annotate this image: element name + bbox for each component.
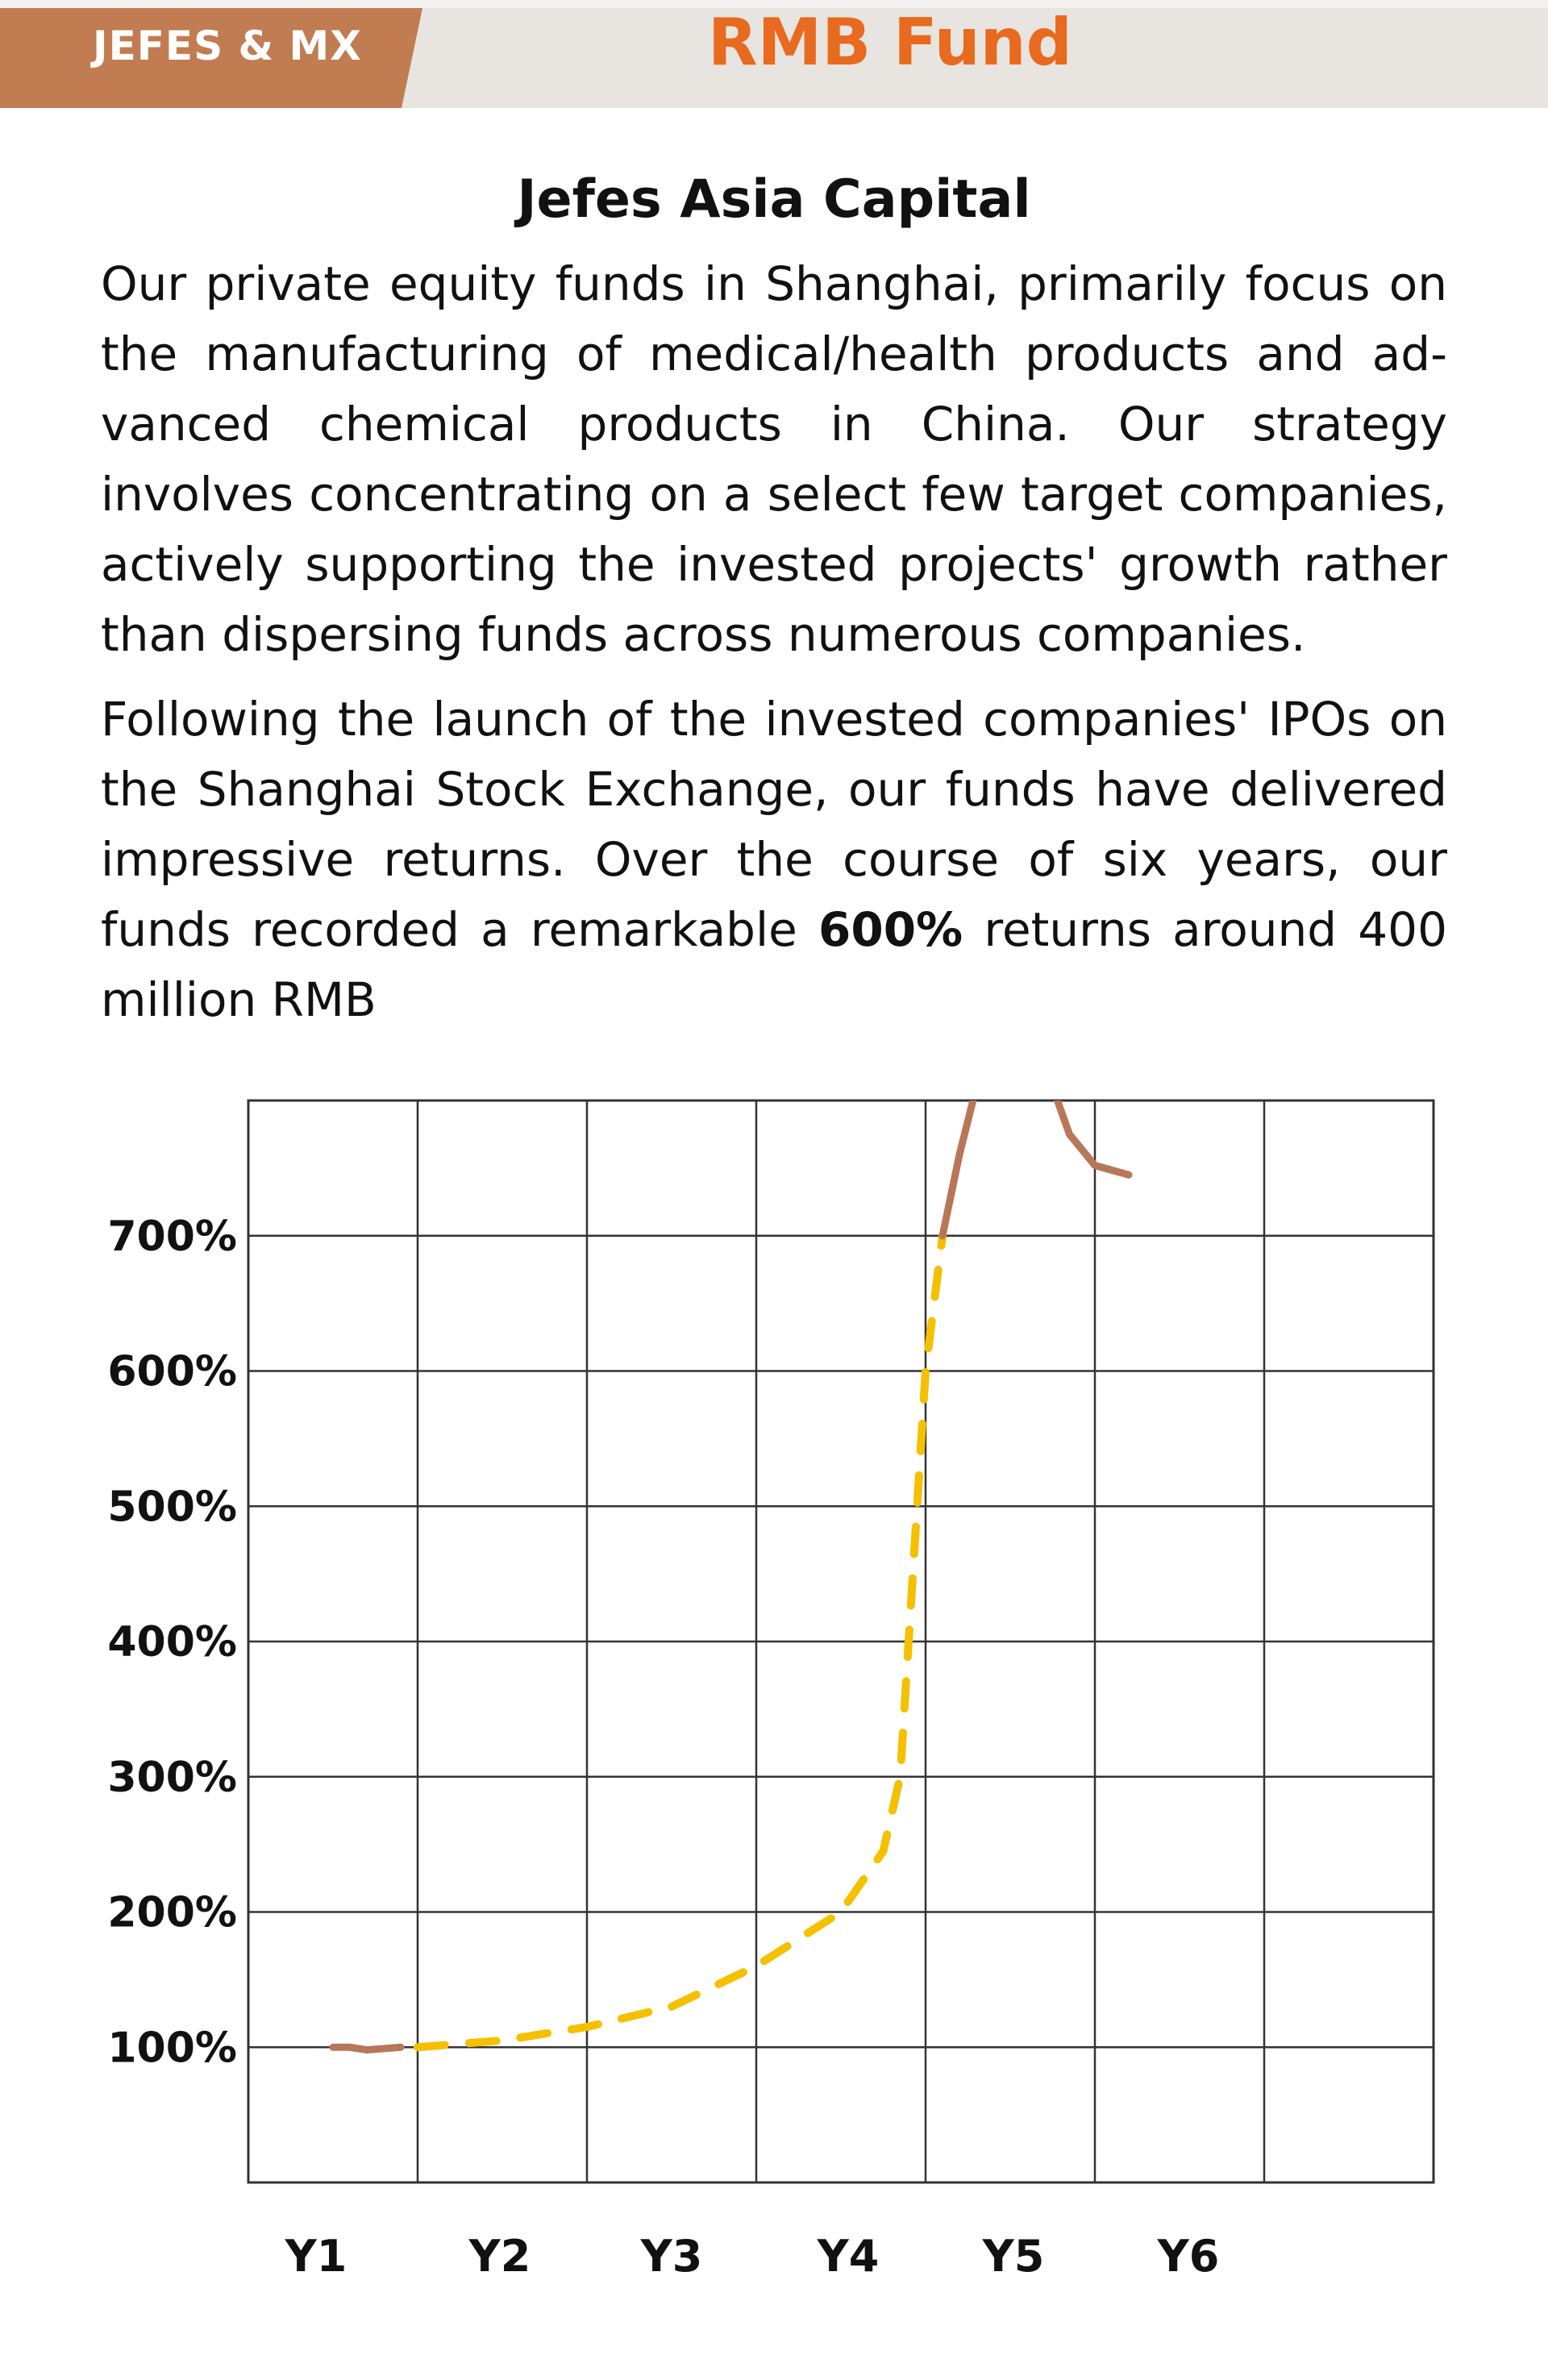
paragraph-returns-tail: returns around 400 million RMB — [101, 902, 1447, 1027]
brand-label: JEFES & MX — [93, 23, 362, 69]
paragraph-returns — [101, 684, 1447, 1035]
y-tick-label: 600% — [107, 1347, 237, 1396]
x-tick-label: Y6 — [1157, 2231, 1220, 2282]
chart-grid — [248, 1101, 1434, 2182]
y-axis-ticks — [107, 1213, 237, 2073]
returns-highlight: 600% — [818, 902, 963, 957]
paragraph-strategy: Our private equity funds in Shanghai, primarily focus on the manufacturing of medical/health products and advanced chemical products in China. Our strategy involves concentrating on a select few target companies, actively supporting the invested projects' growth rather than dispersing funds across numerous companies. — [101, 256, 1447, 662]
x-tick-label: Y5 — [982, 2231, 1045, 2282]
y-tick-label: 300% — [107, 1753, 237, 1802]
x-tick-label: Y3 — [640, 2231, 703, 2282]
y-tick-label: 100% — [107, 2024, 237, 2073]
x-tick-label: Y1 — [285, 2231, 347, 2282]
y-tick-label: 400% — [107, 1618, 237, 1666]
y-tick-label: 500% — [107, 1483, 237, 1532]
article-heading: Jefes Asia Capital — [517, 169, 1031, 230]
x-axis-ticks — [285, 2231, 1220, 2282]
series-line-solid — [333, 2047, 401, 2049]
returns-chart — [0, 1064, 1548, 2290]
y-tick-label: 200% — [107, 1888, 237, 1937]
y-tick-label: 700% — [107, 1212, 237, 1261]
series-line-solid — [943, 1087, 976, 1236]
article — [101, 169, 1447, 1050]
header-bar — [0, 0, 1548, 113]
x-tick-label: Y4 — [817, 2231, 880, 2282]
page-title: RMB Fund — [708, 5, 1072, 80]
x-tick-label: Y2 — [468, 2231, 531, 2282]
paragraph-returns-text: Following the launch of the invested companies' IPOs on the Shanghai Stock Exchange, our funds have delivered impressive returns. Over the course of six years, our funds recorded a remarkable — [101, 692, 1447, 957]
chart-series — [333, 1087, 1129, 2049]
